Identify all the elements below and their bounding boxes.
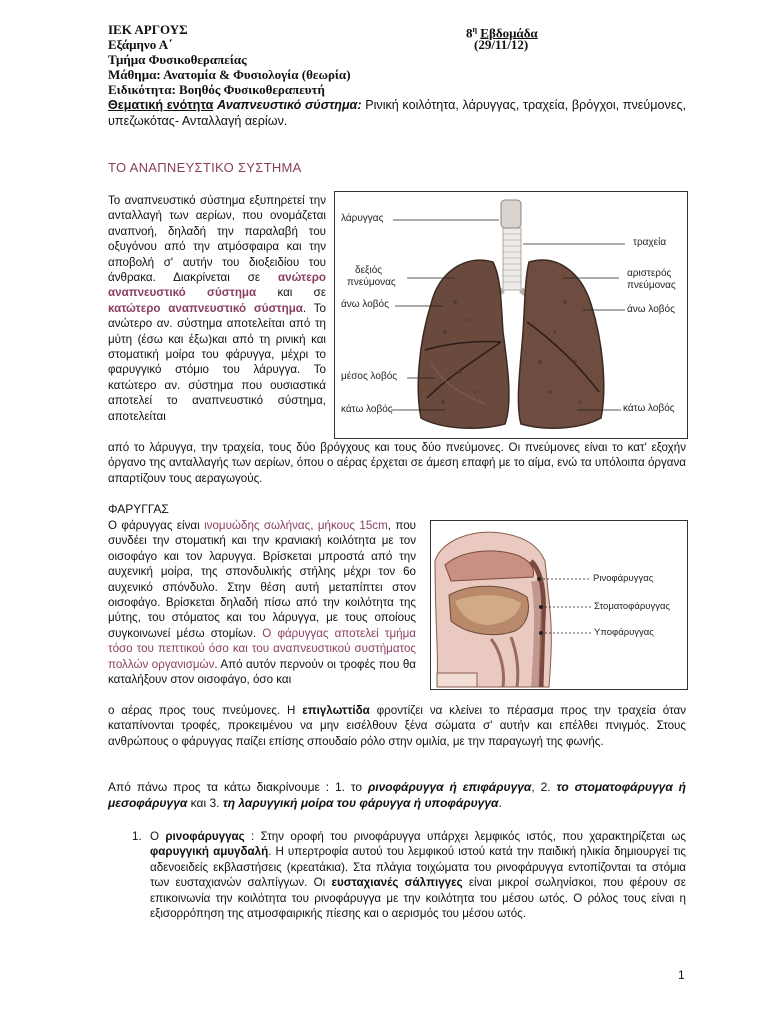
pharynx-text-1: , που συνδέει την στοματική και την κρανιακή κοιλότητα με τον οισοφάγο και τον λαρυγγα. Βρίσκεται μπροστά από την αυχενική μοίρα, της σπονδυλικής στήλης μέχρι τον 6ο αυχενικό σπόνδυλο. Στην θέση αυτή μεταπίπτει στον οισοφάγο. Βρίσκεται δηλαδή πίσω από την κοιλότητα της μύτης, του στόματος και του λάρυγγα, με τους οποίους συγκοινωνεί μέσω στομίων. <box>108 519 416 640</box>
hypopharynx-term: τη λαρυγγική μοίρα του φάρυγγα ή υποφάρυγγα <box>222 796 499 810</box>
list-text-g: είναι μικροί σωληνίσκοι, που φέρουν σε επικοινωνία την κοιλότητα του ρινοφάρυγγα με την κοιλότητα του μέσου ωτός. Ο ρόλος τους είναι η εξισορρόπηση της ατμοσφαιρικής πίεσης και ο αερισμός του μέσου ωτός. <box>150 876 686 921</box>
div-text-g: . <box>498 796 502 810</box>
pharynx-figure <box>430 520 688 690</box>
pharynx-digestive-respiratory: Ο φάρυγγας αποτελεί τμήμα τόσο του πεπτικού όσο και του αναπνευστικού συστήματος πολλών οργανισμών <box>108 626 416 671</box>
pharynx-intro: Ο φάρυγγας είναι <box>108 519 200 532</box>
week-sup: η <box>472 25 478 34</box>
label-hypopharynx: Υποφάρυγγας <box>594 627 654 638</box>
upper-respiratory-term: ανώτερο αναπνευστικό σύστημα <box>108 271 326 300</box>
div-text-e: και 3. <box>190 796 220 810</box>
semester: Εξάμηνο Α΄ <box>108 37 173 52</box>
label-upper-lobe-right-lung: άνω λοβός <box>341 299 389 310</box>
label-left-lung-2: πνεύμονας <box>627 280 676 291</box>
pharynx-paragraph-continued <box>108 703 686 749</box>
lower-respiratory-term: κατώτερο αναπνευστικό σύστημα <box>108 301 303 315</box>
epiglottis-term: επιγλωττίδα <box>302 704 370 717</box>
label-nasopharynx: Ρινοφάρυγγας <box>593 573 654 584</box>
pharynx-definition: ινομυώδης σωλήνας, μήκους 15cm <box>204 519 388 532</box>
list-item <box>150 829 686 921</box>
pharynx-divisions <box>108 779 686 811</box>
label-right-lung-2: πνεύμονας <box>347 277 396 288</box>
specialty: Ειδικότητα: Βοηθός Φυσικοθεραπευτή <box>108 82 325 97</box>
week-number: 8 <box>466 25 473 41</box>
oropharynx-term: το στοματοφάρυγγα ή μεσοφάρυγγα <box>108 780 686 810</box>
label-larynx: λάρυγγας <box>341 213 384 224</box>
header-block <box>108 22 688 97</box>
section-title-respiratory: ΤΟ ΑΝΑΠΝΕΥΣΤΙΚΟ ΣΥΣΤΗΜΑ <box>108 160 302 175</box>
label-lower-lobe-left-lung: κάτω λοβός <box>623 403 675 414</box>
label-left-lung-1: αριστερός <box>627 268 672 279</box>
label-right-lung-1: δεξιός <box>355 265 383 276</box>
respiratory-intro-paragraph <box>108 193 326 424</box>
eustachian-tubes-term: ευσταχιανές σάλπιγγες <box>331 876 463 890</box>
label-upper-lobe-left-lung: άνω λοβός <box>627 304 675 315</box>
label-middle-lobe: μέσος λοβός <box>341 371 398 382</box>
unit-line <box>108 97 686 129</box>
section-title-pharynx: ΦΑΡΥΓΓΑΣ <box>108 502 169 516</box>
label-lower-lobe-right-lung: κάτω λοβός <box>341 404 393 415</box>
list-text-e: . Η υπερτροφία αυτού του λεμφικού ιστού κατά την παιδική ηλικία δημιουργεί τις αδενοειδείς εκβλαστήσεις (κρεατάκια). Στα πλάγια τοιχώματα του ρινοφάρυγγα εντοπίζονται τα στόμια των ευσταχιανών σαλπίγγων. Οι <box>150 845 686 890</box>
department: Τμήμα Φυσικοθεραπείας <box>108 52 247 67</box>
pharynx-text-2: . Από αυτόν περνούν οι τροφές που θα καταλήξουν στον οισοφάγο, όσο και <box>108 657 417 687</box>
pharynx-paragraph <box>108 518 416 687</box>
intro-text-2: . Το ανώτερο αν. σύστημα αποτελείται από τη μύτη (έσω και έξω)και από τη ρινική και στοματική μοίρα του φάρυγγα, μέχρι το φαρυγγικό στόμιο του λάρυγγα. Το κατώτερο αν. σύστημα που ουσιαστικά αποτελεί το αναπνευστικό σύστημα, αποτελείται <box>108 301 326 423</box>
label-trachea: τραχεία <box>633 237 667 248</box>
intro-text: Το αναπνευστικό σύστημα εξυπηρετεί την ανταλλαγή των αερίων, που ονομάζεται αναπνοή, δηλαδή την παραλαβή του οξυγόνου από την ατμόσφαιρα και την αποβολή σ' αυτήν του διοξειδίου του άνθρακα. Διακρίνεται σε <box>108 194 326 285</box>
respiratory-paragraph-continued: από το λάρυγγα, την τραχεία, τους δύο βρόγχους και τους δύο πνεύμονες. Οι πνεύμονες είναι το κατ' εξοχήν όργανο της ανταλλαγής των αερίων, όπου ο αέρας έρχεται σε άμεση επαφή με το αίμα, ενώ τα υπόλοιπα όργανα απαρτίζουν τους αεραγωγούς. <box>108 441 686 485</box>
page-number: 1 <box>678 968 685 982</box>
unit-topics: Ρινική κοιλότητα, λάρυγγας, τραχεία, βρόγχοι, πνεύμονες, υπεζωκότας- Ανταλλαγή αερίων. <box>108 98 687 128</box>
div-text-c: , 2. <box>531 780 551 794</box>
list-number: 1. <box>132 830 142 843</box>
nasopharynx-heading: ρινοφάρυγγας <box>165 830 245 843</box>
week-word: Εβδομάδα <box>480 25 538 41</box>
list-text-a: Ο <box>150 830 160 843</box>
date: (29/11/12) <box>474 37 529 52</box>
pharynx-text-3a: ο αέρας προς τους πνεύμονες. Η <box>108 704 296 717</box>
list-text-c: : Στην οροφή του ρινοφάρυγγα υπάρχει λεμφικός ιστός, που χαρακτηρίζεται ως <box>251 830 686 843</box>
lung-figure <box>334 191 688 439</box>
course: Μάθημα: Ανατομία & Φυσιολογία (θεωρία) <box>108 67 351 82</box>
unit-title: Αναπνευστικό σύστημα: <box>216 98 362 112</box>
label-oropharynx: Στοματοφάρυγγας <box>594 601 671 612</box>
div-text-a: Από πάνω προς τα κάτω διακρίνουμε : 1. το <box>108 780 363 794</box>
unit-label: Θεματική ενότητα <box>108 98 214 112</box>
nasopharynx-term: ρινοφάρυγγα ή επιφάρυγγα <box>367 780 532 794</box>
and-text: και σε <box>277 286 326 300</box>
pharyngeal-tonsil-term: φαρυγγική αμυγδαλή <box>150 845 269 859</box>
school-name: ΙΕΚ ΑΡΓΟΥΣ <box>108 22 188 37</box>
pharynx-text-3b: φροντίζει να κλείνει το πέρασμα προς την τραχεία όταν καταπίνονται τροφές, προκειμένου να μην εισέλθουν ξένα σώματα σ' αυτήν και επέλθει πνιγμός. Στους ανθρώπους ο φάρυγγας παίζει επίσης σπουδαίο ρόλο στην ομιλία, με την παραγωγή της φωνής. <box>108 704 686 748</box>
lungs-illustration <box>335 192 687 438</box>
